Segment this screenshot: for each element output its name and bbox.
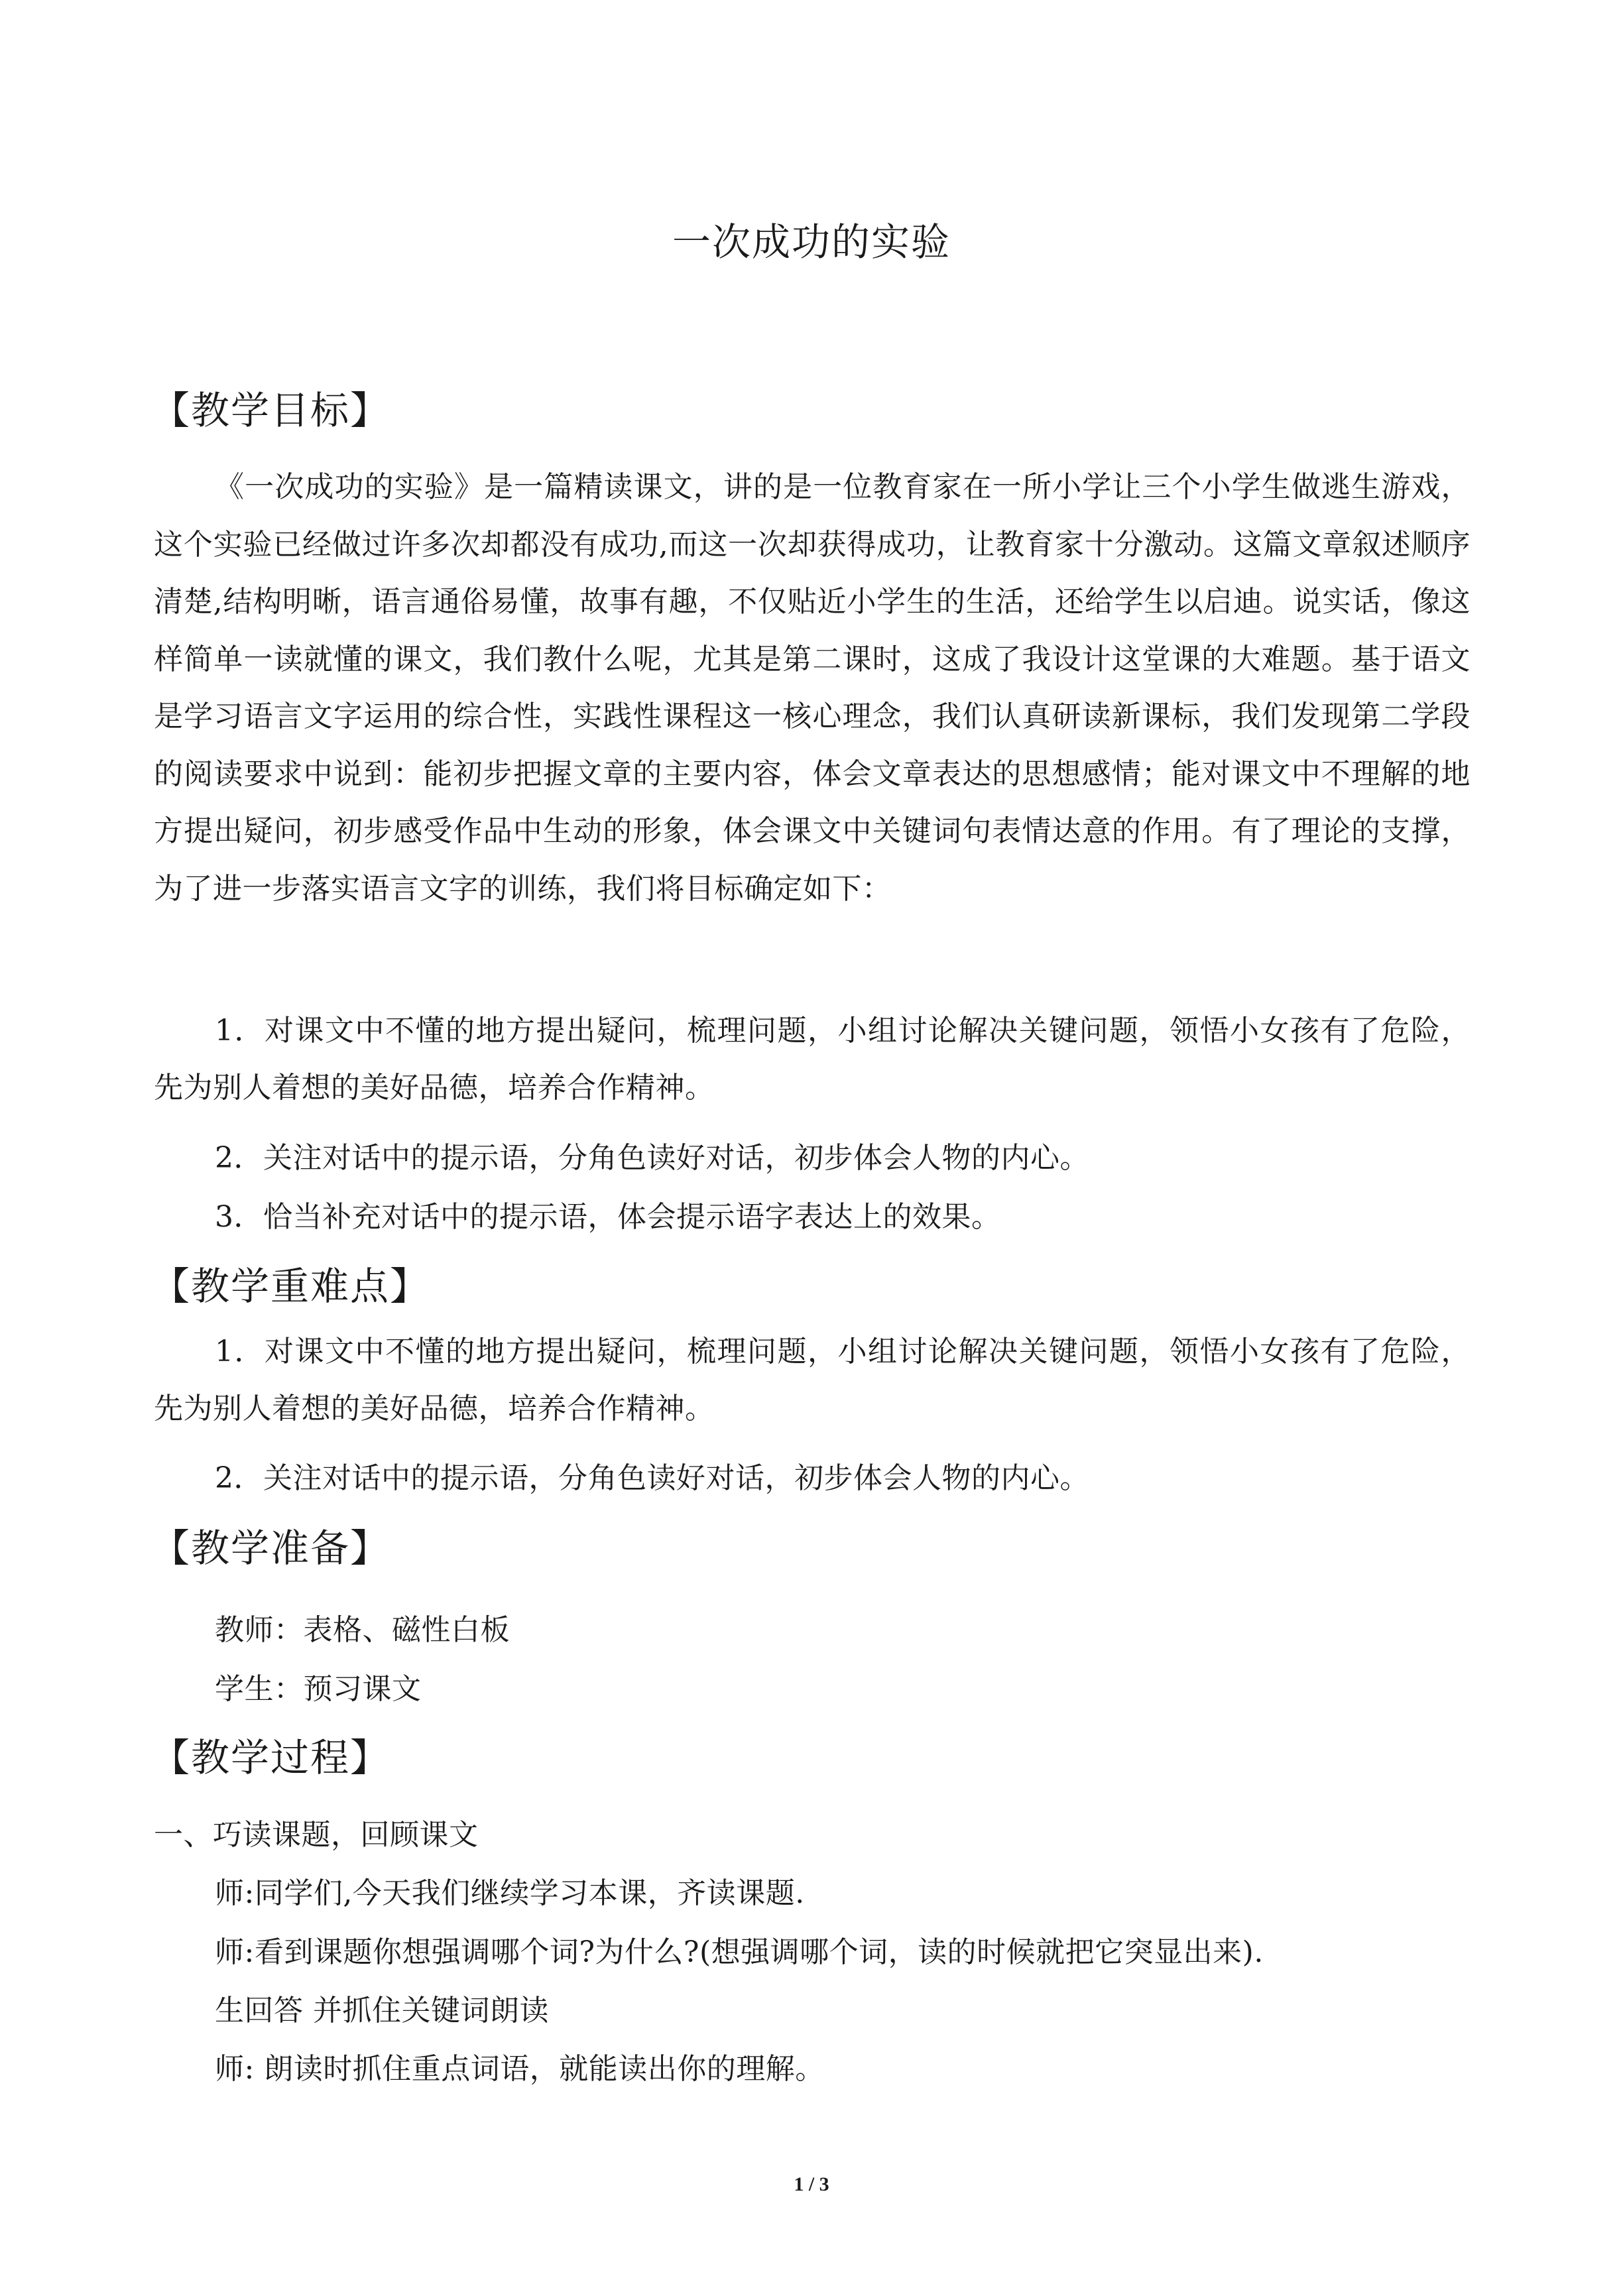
- process-step-1: 一、巧读课题，回顾课文: [154, 1818, 479, 1852]
- objective-item-1: 1．对课文中不懂的地方提出疑问，梳理问题，小组讨论解决关键问题，领悟小女孩有了危险，先为别人着想的美好品德，培养合作精神。: [154, 1014, 1471, 1105]
- heading-process: 【教学过程】: [151, 1735, 391, 1780]
- process-line-1: 师:同学们,今天我们继续学习本课，齐读课题.: [215, 1876, 805, 1910]
- objectives-intro-paragraph: 《一次成功的实验》是一篇精读课文，讲的是一位教育家在一所小学让三个小学生做逃生游戏，这个实验已经做过许多次却都没有成功,而这一次却获得成功，让教育家十分激动。这篇文章叙述顺序清楚,结构明晰，语言通俗易懂，故事有趣，不仅贴近小学生的生活，还给学生以启迪。说实话，像这样简单一读就懂的课文，我们教什么呢，尤其是第二课时，这成了我设计这堂课的大难题。基于语文是学习语言文字运用的综合性，实践性课程这一核心理念，我们认真研读新课标，我们发现第二学段的阅读要求中说到：能初步把握文章的主要内容，体会文章表达的思想感情；能对课文中不理解的地方提出疑问，初步感受作品中生动的形象，体会课文中关键词句表情达意的作用。有了理论的支撑，为了进一步落实语言文字的训练，我们将目标确定如下：: [154, 470, 1471, 906]
- process-line-3: 生回答 并抓住关键词朗读: [215, 1994, 549, 2027]
- heading-key-points: 【教学重难点】: [151, 1264, 430, 1309]
- page-number: 1 / 3: [794, 2173, 829, 2195]
- page-title: 一次成功的实验: [672, 219, 951, 265]
- key-point-item-1: 1．对课文中不懂的地方提出疑问，梳理问题，小组讨论解决关键问题，领悟小女孩有了危险，先为别人着想的美好品德，培养合作精神。: [154, 1335, 1471, 1425]
- heading-preparation: 【教学准备】: [151, 1526, 391, 1571]
- preparation-student: 学生：预习课文: [215, 1672, 422, 1706]
- process-line-2: 师:看到课题你想强调哪个词?为什么?(想强调哪个词，读的时候就把它突显出来).: [215, 1935, 1264, 1969]
- process-line-4: 师: 朗读时抓住重点词语，就能读出你的理解。: [215, 2052, 825, 2086]
- objective-item-2: 2．关注对话中的提示语，分角色读好对话，初步体会人物的内心。: [215, 1141, 1089, 1175]
- heading-objectives: 【教学目标】: [151, 388, 391, 433]
- objective-item-3: 3．恰当补充对话中的提示语，体会提示语字表达上的效果。: [215, 1200, 1001, 1234]
- key-point-item-2: 2．关注对话中的提示语，分角色读好对话，初步体会人物的内心。: [215, 1461, 1089, 1495]
- preparation-teacher: 教师：表格、磁性白板: [215, 1613, 510, 1647]
